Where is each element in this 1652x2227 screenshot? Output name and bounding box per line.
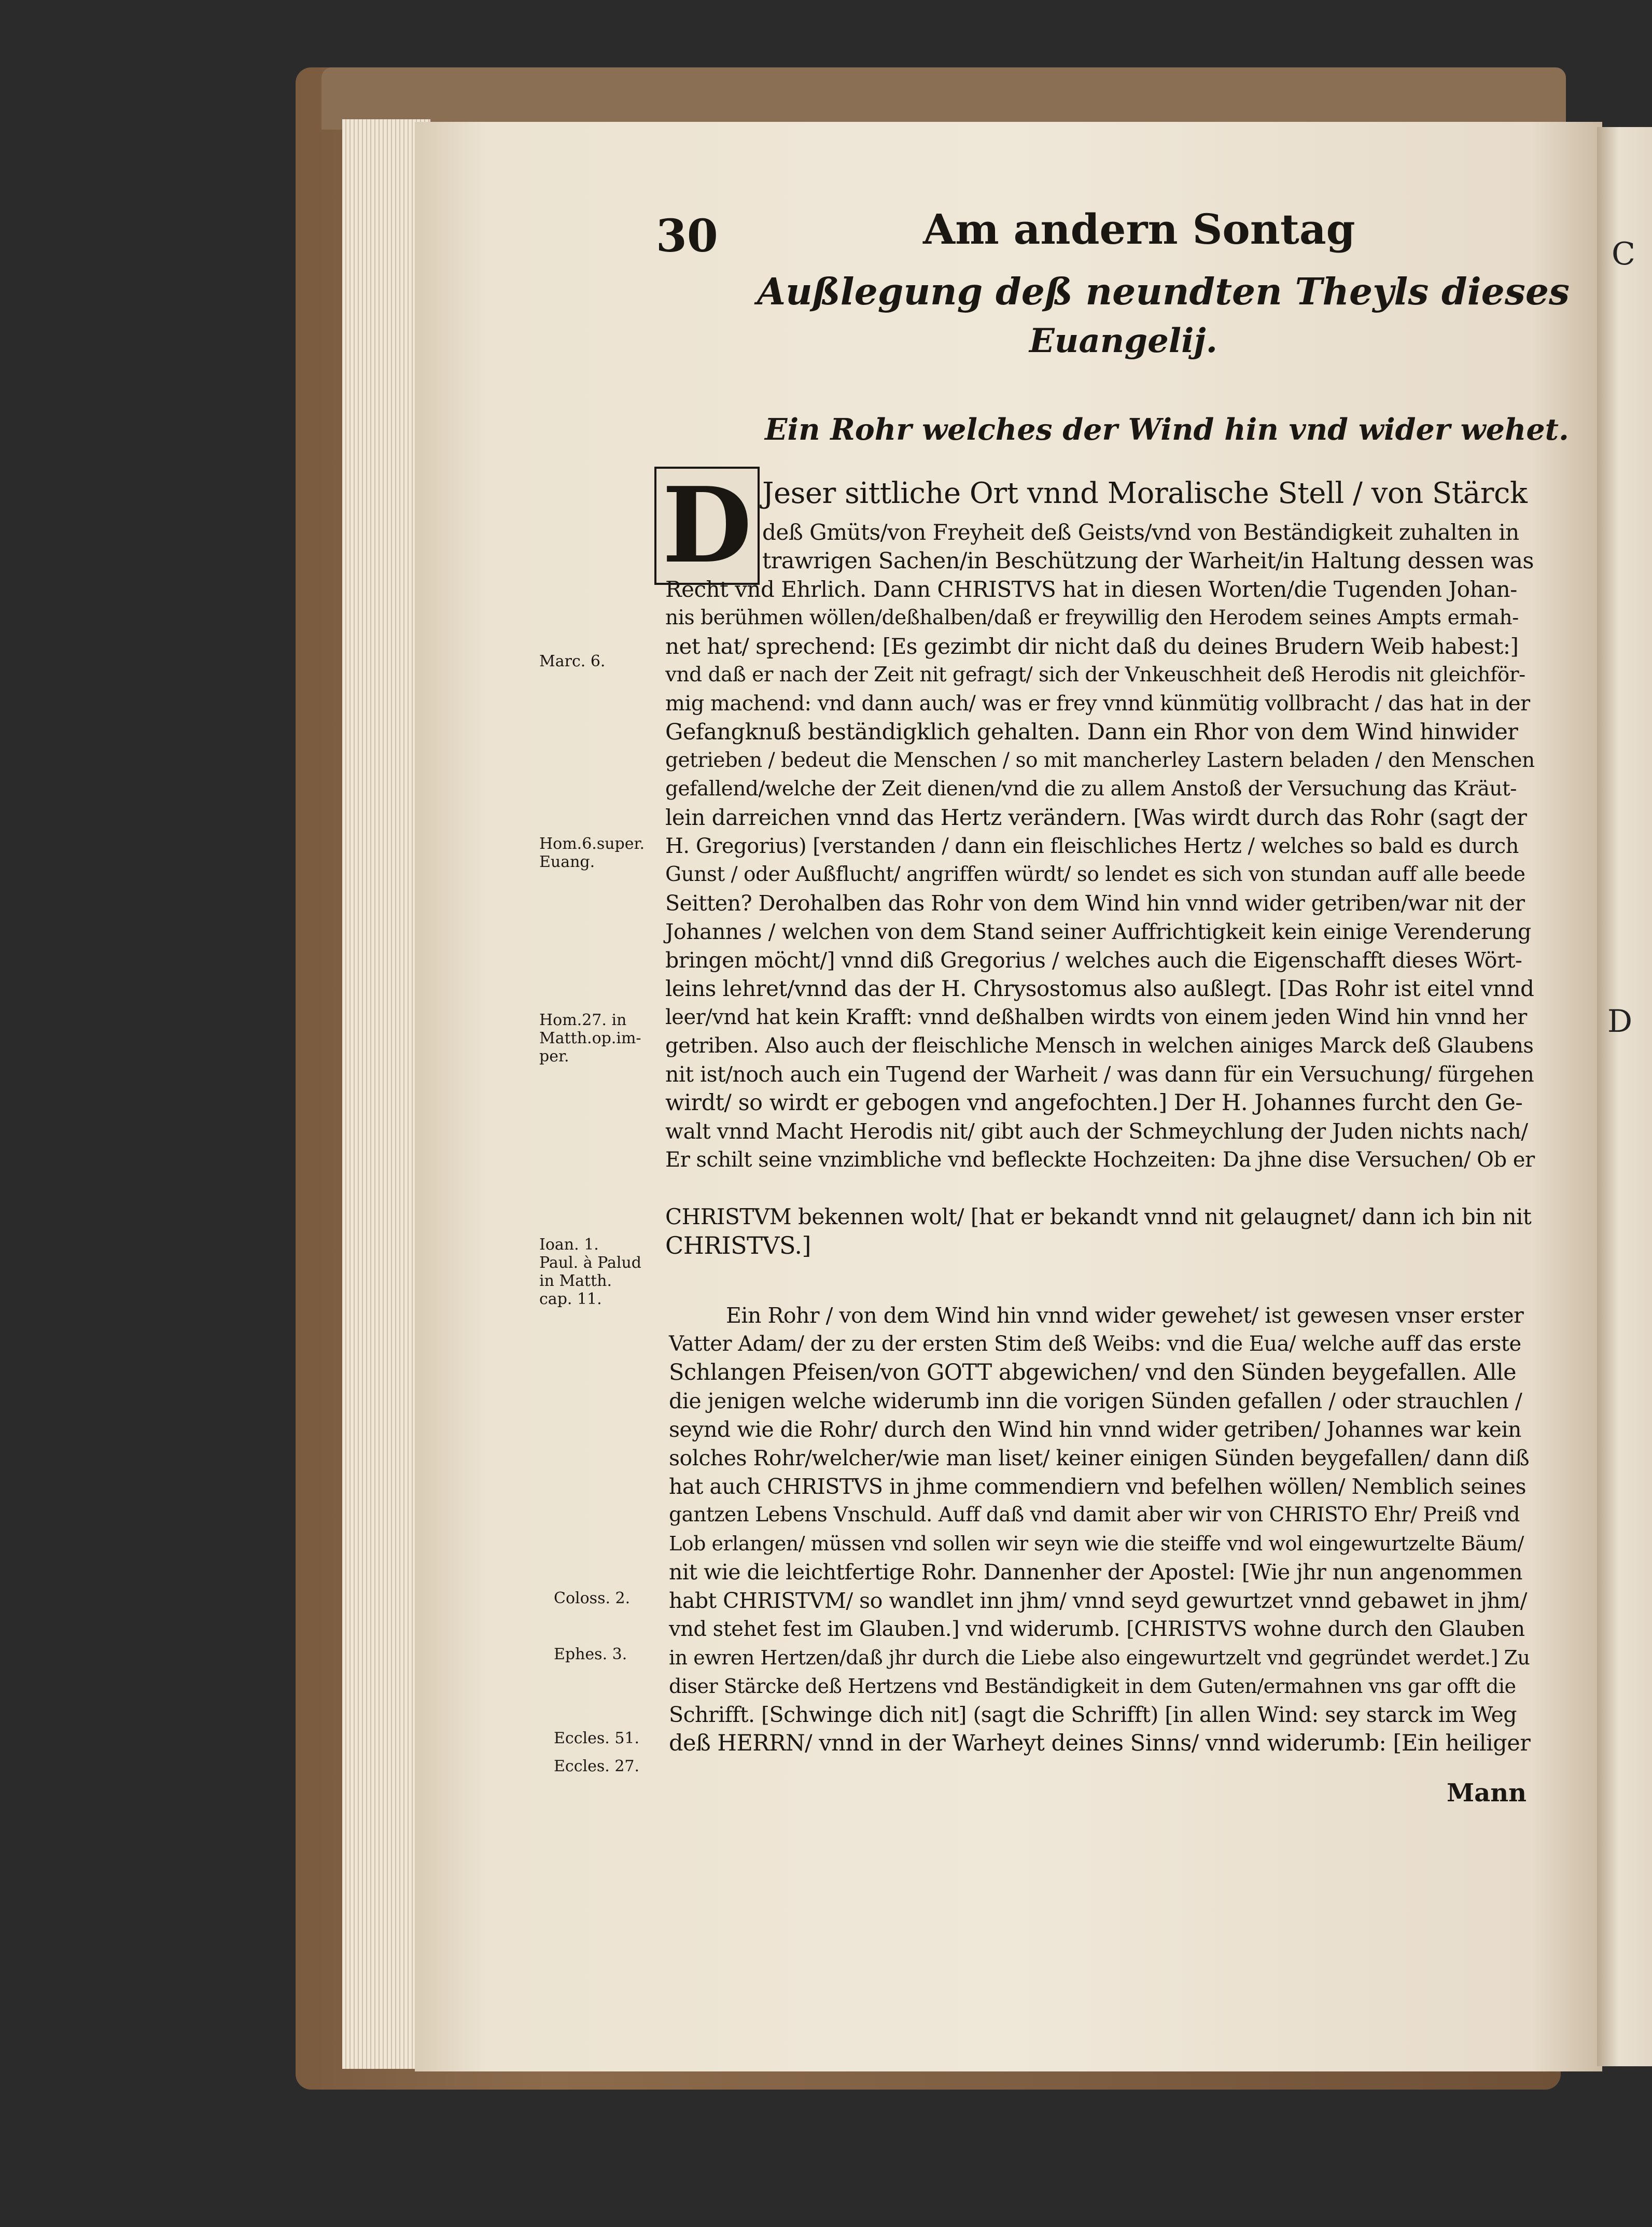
text-line: CHRISTVS.] — [665, 1231, 811, 1259]
margin-note: Coloss. 2. — [554, 1589, 631, 1607]
text-line: nit ist/noch auch ein Tugend der Warheit / was dann für ein Versuchung/ fürgehen — [665, 1062, 1534, 1087]
text-line: deß Gmüts/von Freyheit deß Geists/vnd von Beständigkeit zuhalten in — [762, 520, 1519, 545]
text-line: habt CHRISTVM/ so wandlet inn jhm/ vnnd seyd gewurtzet vnnd gebawet in jhm/ — [669, 1588, 1527, 1613]
text-line: trawrigen Sachen/in Beschützung der Warheit/in Haltung dessen was — [762, 548, 1534, 574]
text-line: nis berühmen wöllen/deßhalben/daß er freywillig den Herodem seines Ampts ermah- — [665, 606, 1519, 629]
text-line: gantzen Lebens Vnschuld. Auff daß vnd damit aber wir von CHRISTO Ehr/ Preiß vnd — [669, 1503, 1520, 1526]
text-line: Er schilt seine vnzimbliche vnd befleckte Hochzeiten: Da jhne dise Versuchen/ Ob er — [665, 1148, 1535, 1172]
margin-note: Paul. à Palud — [539, 1254, 641, 1272]
margin-note: in Matth. — [539, 1272, 612, 1290]
text-line: Recht vnd Ehrlich. Dann CHRISTVS hat in diesen Worten/die Tugenden Johan- — [665, 577, 1517, 602]
text-line: wirdt/ so wirdt er gebogen vnd angefochten.] Der H. Johannes furcht den Ge- — [665, 1090, 1523, 1116]
text-line: lein darreichen vnnd das Hertz verändern. [Was wirdt durch das Rohr (sagt der — [665, 805, 1527, 830]
text-line: hat auch CHRISTVS in jhme commendiern vnd befelhen wöllen/ Nemblich seines — [669, 1474, 1527, 1499]
book-cover-top — [321, 67, 1566, 130]
text-line: Vatter Adam/ der zu der ersten Stim deß Weibs: vnd die Eua/ welche auff das erste — [669, 1332, 1521, 1356]
margin-note: Matth.op.im- — [539, 1029, 641, 1047]
text-line: nit wie die leichtfertige Rohr. Dannenher der Apostel: [Wie jhr nun angenommen — [669, 1560, 1523, 1585]
text-line: bringen möcht/] vnnd diß Gregorius / welches auch die Eigenschafft dieses Wört- — [665, 948, 1522, 973]
text-line: CHRISTVM bekennen wolt/ [hat er bekandt vnnd nit gelaugnet/ dann ich bin nit — [665, 1204, 1532, 1229]
text-line: Gunst / oder Außflucht/ angriffen würdt/ so lendet es sich von stundan auff alle beede — [665, 863, 1525, 886]
margin-note: Marc. 6. — [539, 652, 606, 670]
margin-note: Eccles. 27. — [554, 1757, 640, 1775]
margin-note: per. — [539, 1047, 569, 1066]
text-line: seynd wie die Rohr/ durch den Wind hin vnnd wider getriben/ Johannes war kein — [669, 1417, 1521, 1442]
running-head: Am andern Sontag — [923, 205, 1355, 254]
text-line: getrieben / bedeut die Menschen / so mit mancherley Lastern beladen / den Menschen — [665, 749, 1535, 772]
catchword: Mann — [1447, 1778, 1527, 1808]
decorated-initial: D — [654, 467, 760, 585]
next-page-edge — [1597, 127, 1652, 2066]
margin-note: Hom.27. in — [539, 1011, 627, 1029]
text-line: leer/vnd hat kein Krafft: vnnd deßhalben wirdts von einem jeden Wind hin vnnd her — [665, 1005, 1527, 1029]
section-subtitle: Ein Rohr welches der Wind hin vnd wider wehet. — [765, 412, 1569, 447]
next-page-mark-d: D — [1607, 1003, 1633, 1040]
text-line: solches Rohr/welcher/wie man liset/ keiner einigen Sünden beygefallen/ dann diß — [669, 1446, 1530, 1470]
text-line: walt vnnd Macht Herodis nit/ gibt auch der Schmeychlung der Juden nichts nach/ — [665, 1119, 1528, 1144]
text-line: H. Gregorius) [verstanden / dann ein fleischliches Hertz / welches so bald es durch — [665, 834, 1519, 858]
text-line: deß HERRN/ vnnd in der Warheyt deines Sinns/ vnnd widerumb: [Ein heiliger — [669, 1730, 1531, 1756]
text-line: Schrifft. [Schwinge dich nit] (sagt die Schrifft) [in allen Wind: sey starck im Weg — [669, 1702, 1517, 1727]
text-line: die jenigen welche widerumb inn die vorigen Sünden gefallen / oder strauchlen / — [669, 1389, 1522, 1413]
text-line: Seitten? Derohalben das Rohr von dem Wind hin vnnd wider getriben/war nit der — [665, 891, 1525, 916]
text-line: diser Stärcke deß Hertzens vnd Beständigkeit in dem Guten/ermahnen vns gar offt die — [669, 1675, 1516, 1698]
text-line: Lob erlangen/ müssen vnd sollen wir seyn wie die steiffe vnd wol eingewurtzelte Bäum/ — [669, 1532, 1524, 1555]
section-title-cont: Euangelij. — [1029, 321, 1217, 360]
text-line: Ein Rohr / von dem Wind hin vnnd wider gewehet/ ist gewesen vnser erster — [726, 1303, 1524, 1328]
text-line: vnd daß er nach der Zeit nit gefragt/ sich der Vnkeuschheit deß Herodis nit gleichför- — [665, 663, 1525, 687]
section-title: Außlegung deß neundten Theyls dieses — [757, 270, 1570, 313]
text-line: net hat/ sprechend: [Es gezimbt dir nicht daß du deines Brudern Weib habest:] — [665, 634, 1519, 659]
text-line: in ewren Hertzen/daß jhr durch die Liebe also eingewurtzelt vnd gegründet werdet.] Zu — [669, 1646, 1530, 1669]
text-line: Jeser sittliche Ort vnnd Moralische Stell / von Stärck — [762, 477, 1528, 510]
margin-note: Eccles. 51. — [554, 1729, 640, 1747]
next-page-mark-c: C — [1612, 236, 1635, 272]
margin-note: Ioan. 1. — [539, 1236, 599, 1254]
margin-note: Euang. — [539, 853, 595, 871]
text-line: gefallend/welche der Zeit dienen/vnd die zu allem Anstoß der Versuchung das Kräut- — [665, 777, 1517, 801]
page-number: 30 — [656, 210, 718, 262]
text-line: leins lehret/vnnd das der H. Chrysostomus also außlegt. [Das Rohr ist eitel vnnd — [665, 976, 1534, 1001]
margin-note: cap. 11. — [539, 1290, 602, 1308]
text-line: mig machend: vnd dann auch/ was er frey vnnd künmütig vollbracht / das hat in der — [665, 692, 1530, 716]
text-line: Schlangen Pfeisen/von GOTT abgewichen/ vnd den Sünden beygefallen. Alle — [669, 1360, 1517, 1385]
text-line: getriben. Also auch der fleischliche Mensch in welchen ainiges Marck deß Glaubens — [665, 1034, 1534, 1058]
margin-note: Ephes. 3. — [554, 1645, 627, 1663]
text-line: Gefangknuß beständigklich gehalten. Dann ein Rhor von dem Wind hinwider — [665, 719, 1518, 745]
text-line: vnd stehet fest im Glauben.] vnd widerumb. [CHRISTVS wohne durch den Glauben — [669, 1617, 1525, 1641]
text-line: Johannes / welchen von dem Stand seiner Auffrichtigkeit kein einige Verenderung — [665, 919, 1531, 944]
margin-note: Hom.6.super. — [539, 835, 645, 853]
